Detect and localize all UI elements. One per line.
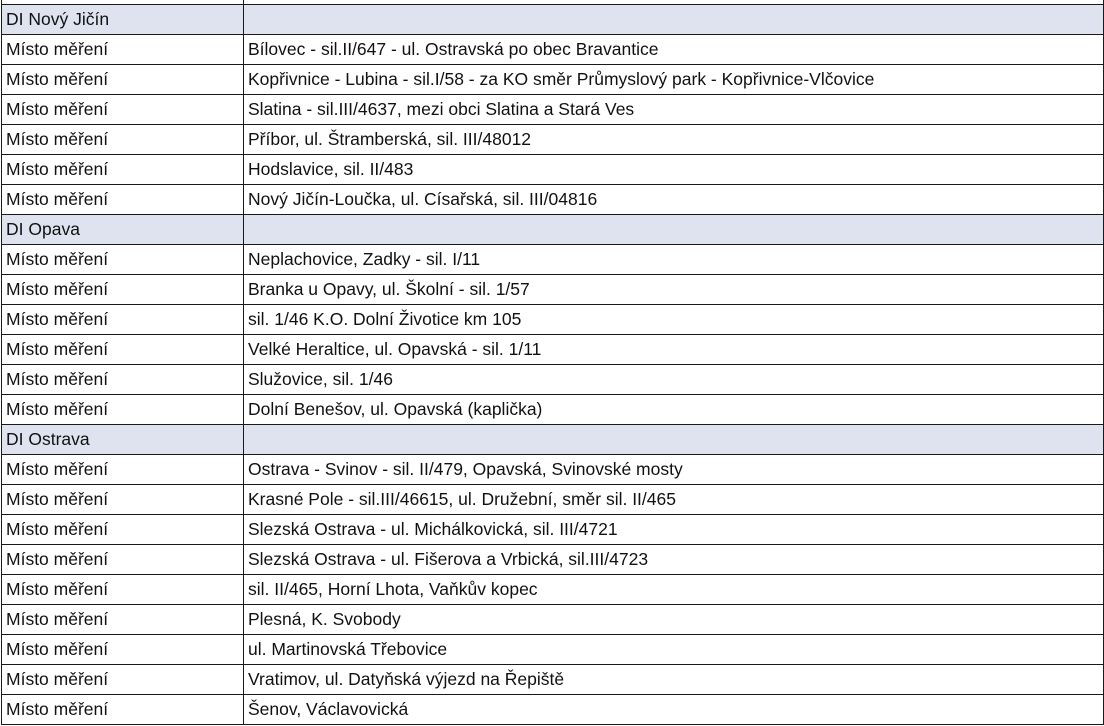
table-cell[interactable]: [244, 5, 1104, 35]
section-name-cell[interactable]: DI Opava: [2, 215, 244, 245]
label-cell[interactable]: Místo měření: [2, 155, 244, 185]
table-row: [2, 605, 1104, 635]
table-row: [2, 665, 1104, 695]
table-row: [2, 95, 1104, 125]
table-row: [2, 245, 1104, 275]
location-cell[interactable]: Neplachovice, Zadky - sil. I/11: [244, 245, 1104, 275]
section-name-cell[interactable]: DI Nový Jičín: [2, 5, 244, 35]
location-cell[interactable]: sil. II/465, Horní Lhota, Vaňkův kopec: [244, 575, 1104, 605]
measurement-sites-table: [1, 0, 1104, 725]
table-row: [2, 125, 1104, 155]
table-row: [2, 455, 1104, 485]
table-row: [2, 35, 1104, 65]
location-cell[interactable]: Hodslavice, sil. II/483: [244, 155, 1104, 185]
section-header-row: [2, 5, 1104, 35]
label-cell[interactable]: Místo měření: [2, 545, 244, 575]
location-cell[interactable]: Plesná, K. Svobody: [244, 605, 1104, 635]
label-cell[interactable]: Místo měření: [2, 575, 244, 605]
location-cell[interactable]: sil. 1/46 K.O. Dolní Životice km 105: [244, 305, 1104, 335]
section-header-row: [2, 215, 1104, 245]
table-row: [2, 155, 1104, 185]
label-cell[interactable]: Místo měření: [2, 185, 244, 215]
location-cell[interactable]: Nový Jičín-Loučka, ul. Císařská, sil. III/04816: [244, 185, 1104, 215]
section-name-cell[interactable]: DI Ostrava: [2, 425, 244, 455]
label-cell[interactable]: Místo měření: [2, 485, 244, 515]
label-cell[interactable]: Místo měření: [2, 365, 244, 395]
location-cell[interactable]: Ostrava - Svinov - sil. II/479, Opavská, Svinovské mosty: [244, 455, 1104, 485]
location-cell[interactable]: Velké Heraltice, ul. Opavská - sil. 1/11: [244, 335, 1104, 365]
label-cell[interactable]: Místo měření: [2, 395, 244, 425]
table-row: [2, 545, 1104, 575]
table-row: [2, 275, 1104, 305]
location-cell[interactable]: Krasné Pole - sil.III/46615, ul. Družební, směr sil. II/465: [244, 485, 1104, 515]
table-row: [2, 695, 1104, 725]
table-row: [2, 485, 1104, 515]
table-cell[interactable]: [244, 425, 1104, 455]
location-cell[interactable]: Bílovec - sil.II/647 - ul. Ostravská po obec Bravantice: [244, 35, 1104, 65]
label-cell[interactable]: Místo měření: [2, 305, 244, 335]
label-cell[interactable]: Místo měření: [2, 455, 244, 485]
table-row: [2, 185, 1104, 215]
location-cell[interactable]: Slezská Ostrava - ul. Michálkovická, sil. III/4721: [244, 515, 1104, 545]
label-cell[interactable]: Místo měření: [2, 275, 244, 305]
table-row: [2, 575, 1104, 605]
location-cell[interactable]: Branka u Opavy, ul. Školní - sil. 1/57: [244, 275, 1104, 305]
label-cell[interactable]: Místo měření: [2, 35, 244, 65]
table-cell[interactable]: [244, 215, 1104, 245]
label-cell[interactable]: Místo měření: [2, 125, 244, 155]
location-cell[interactable]: Příbor, ul. Štramberská, sil. III/48012: [244, 125, 1104, 155]
label-cell[interactable]: Místo měření: [2, 695, 244, 725]
label-cell[interactable]: Místo měření: [2, 335, 244, 365]
label-cell[interactable]: Místo měření: [2, 605, 244, 635]
location-cell[interactable]: Kopřivnice - Lubina - sil.I/58 - za KO směr Průmyslový park - Kopřivnice-Vlčovice: [244, 65, 1104, 95]
section-header-row: [2, 425, 1104, 455]
location-cell[interactable]: Dolní Benešov, ul. Opavská (kaplička): [244, 395, 1104, 425]
location-cell[interactable]: Vratimov, ul. Datyňská výjezd na Řepiště: [244, 665, 1104, 695]
location-cell[interactable]: Služovice, sil. 1/46: [244, 365, 1104, 395]
table-row: [2, 365, 1104, 395]
label-cell[interactable]: Místo měření: [2, 95, 244, 125]
table-row: [2, 395, 1104, 425]
location-cell[interactable]: Šenov, Václavovická: [244, 695, 1104, 725]
location-cell[interactable]: Slatina - sil.III/4637, mezi obci Slatina a Stará Ves: [244, 95, 1104, 125]
label-cell[interactable]: Místo měření: [2, 635, 244, 665]
label-cell[interactable]: Místo měření: [2, 245, 244, 275]
location-cell[interactable]: Slezská Ostrava - ul. Fišerova a Vrbická, sil.III/4723: [244, 545, 1104, 575]
table-row: [2, 65, 1104, 95]
location-cell[interactable]: ul. Martinovská Třebovice: [244, 635, 1104, 665]
label-cell[interactable]: Místo měření: [2, 665, 244, 695]
label-cell[interactable]: Místo měření: [2, 515, 244, 545]
label-cell[interactable]: Místo měření: [2, 65, 244, 95]
table-row: [2, 335, 1104, 365]
table-row: [2, 515, 1104, 545]
table-row: [2, 305, 1104, 335]
table-row: [2, 635, 1104, 665]
